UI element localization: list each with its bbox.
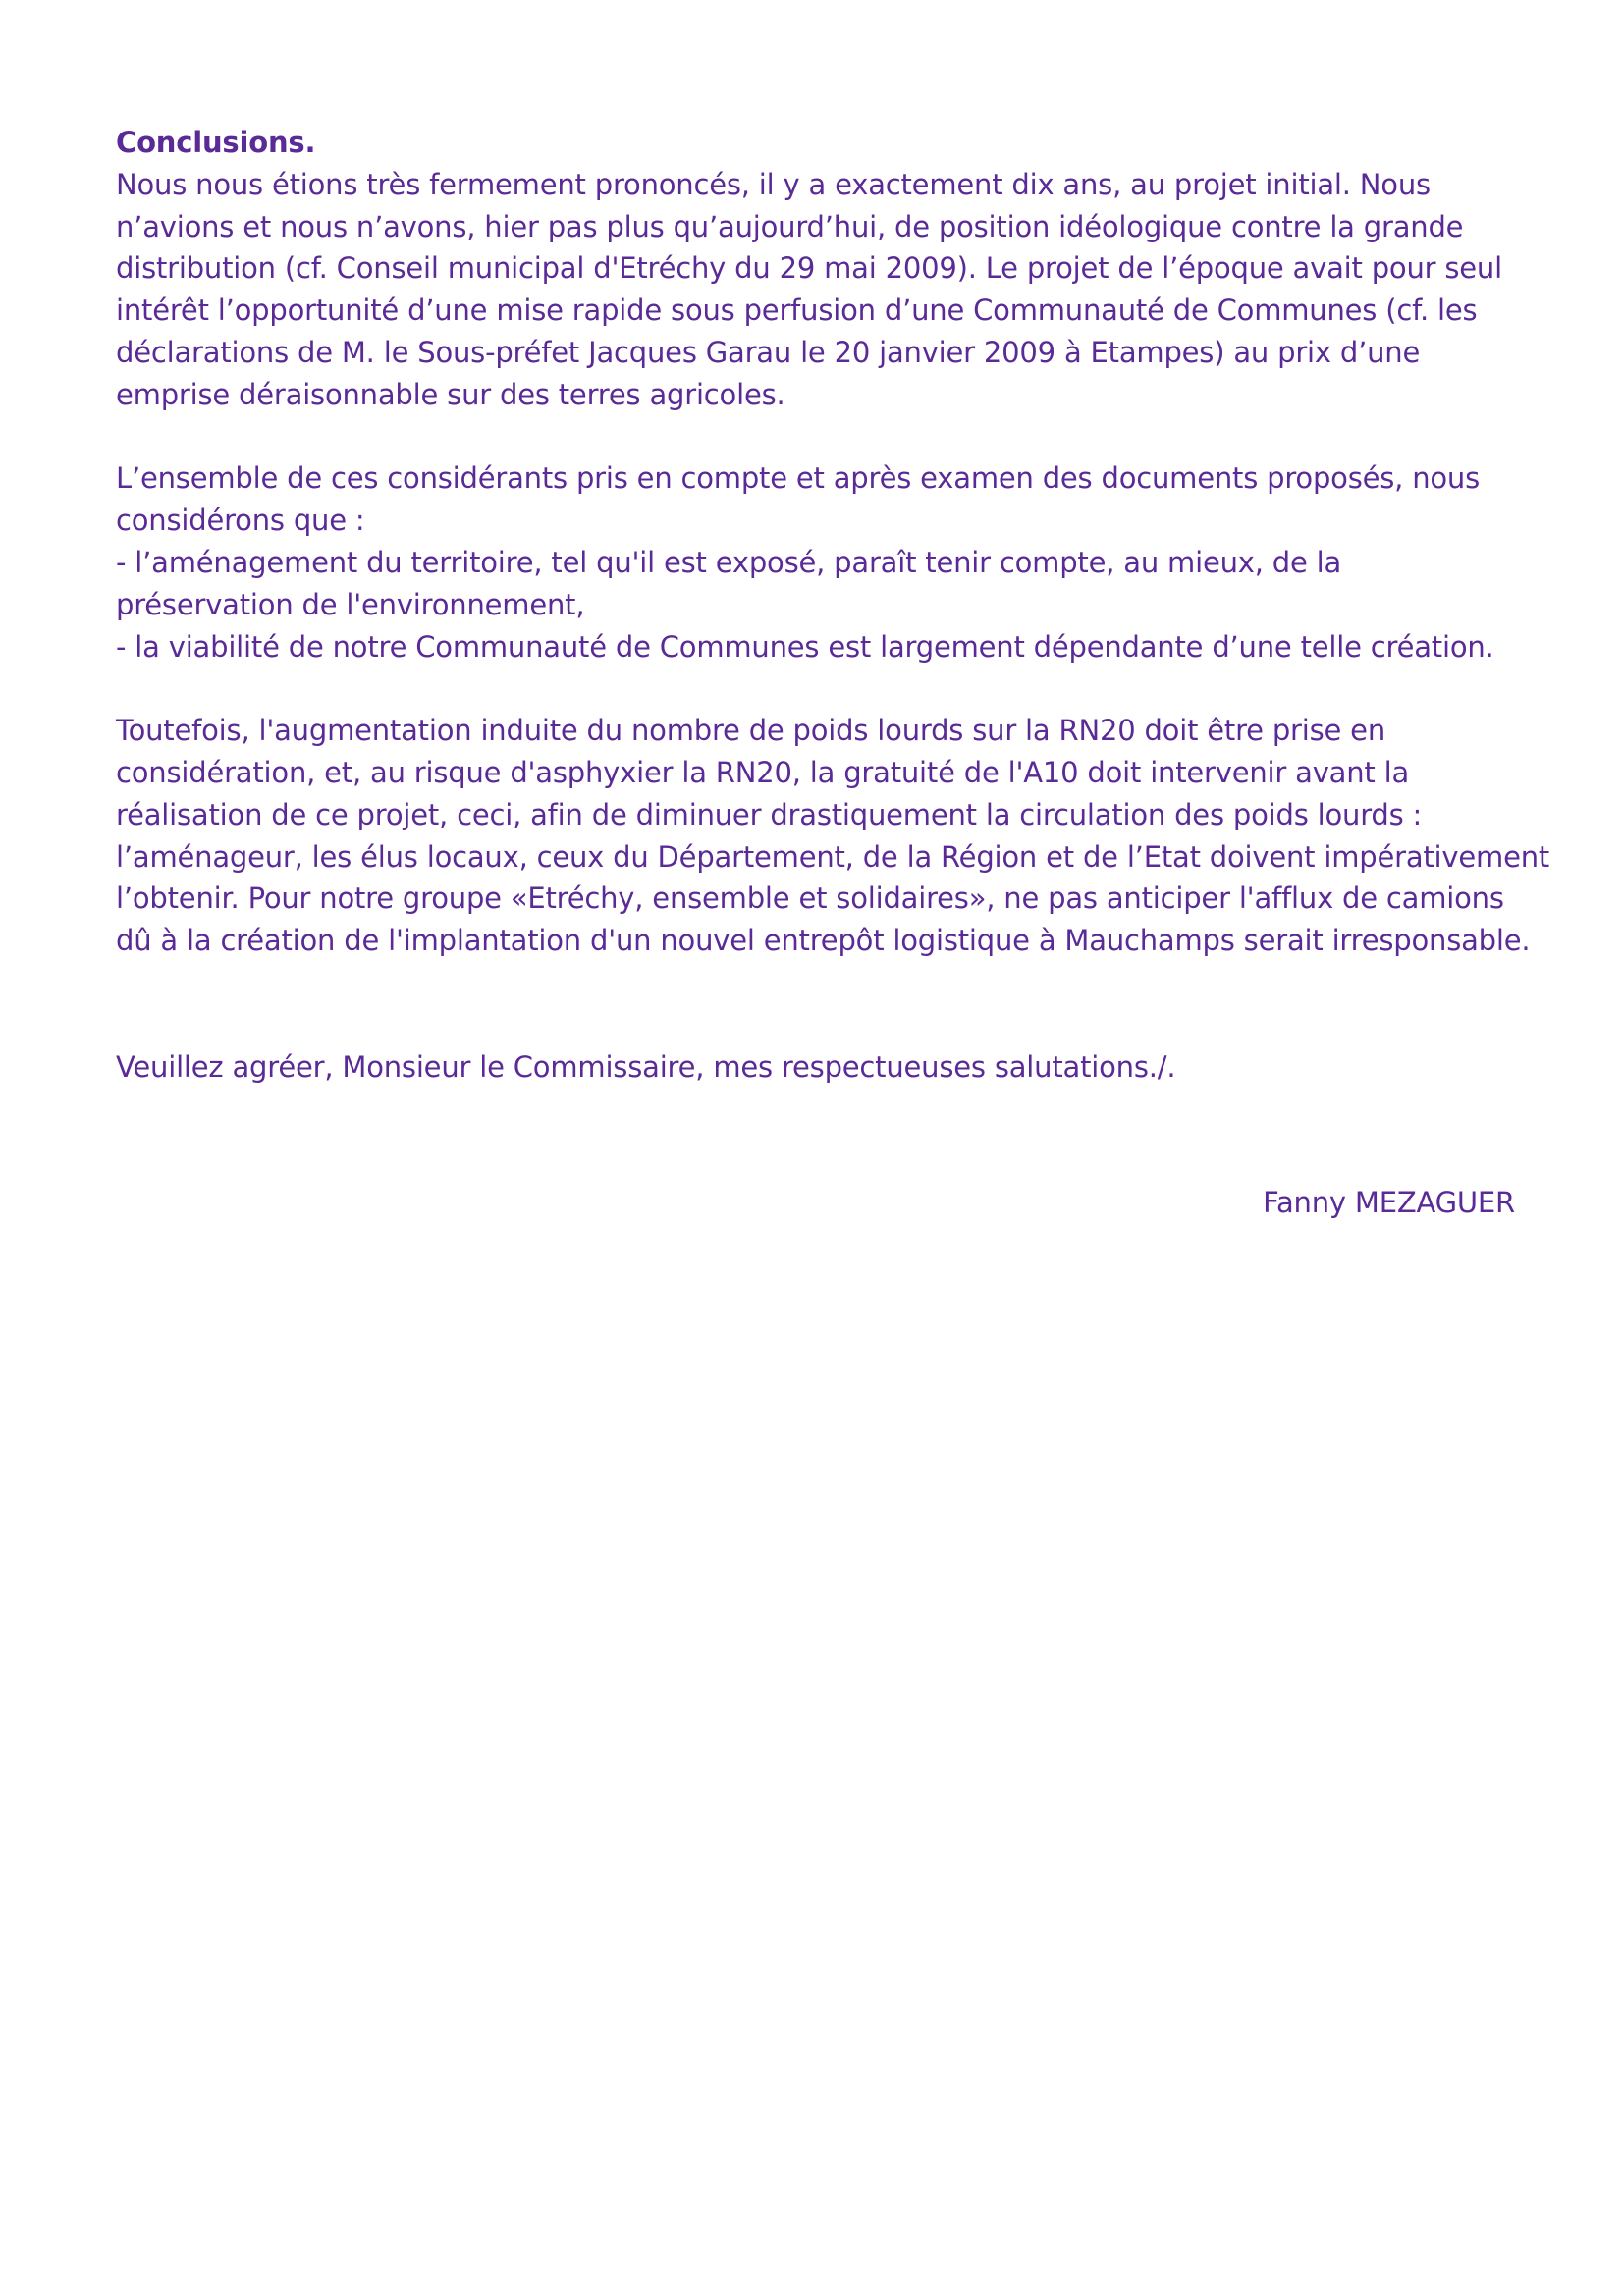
paragraph-line: L’ensemble de ces considérants pris en compte et après examen des documents proposés, nous xyxy=(116,461,1481,496)
paragraph-spacer xyxy=(116,962,1520,1004)
paragraph-line: - l’aménagement du territoire, tel qu'il est exposé, paraît tenir compte, au mieux, de la xyxy=(116,545,1342,579)
letter-body xyxy=(116,122,1550,1088)
closing-salutation: Veuillez agréer, Monsieur le Commissaire, mes respectueuses salutations./. xyxy=(116,1049,1176,1084)
paragraph-spacer xyxy=(116,416,1520,458)
paragraph-line: emprise déraisonnable sur des terres agricoles. xyxy=(116,377,785,411)
paragraph-line: distribution (cf. Conseil municipal d'Etréchy du 29 mai 2009). Le projet de l’époque avait pour seul xyxy=(116,251,1502,286)
paragraph-line: considération, et, au risque d'asphyxier la RN20, la gratuité de l'A10 doit intervenir avant la xyxy=(116,755,1410,789)
paragraph-line: n’avions et nous n’avons, hier pas plus qu’aujourd’hui, de position idéologique contre la grande xyxy=(116,209,1464,243)
paragraph-however xyxy=(116,710,1550,962)
paragraph-line: Toutefois, l'augmentation induite du nombre de poids lourds sur la RN20 doit être prise en xyxy=(116,714,1386,748)
paragraph-line: dû à la création de l'implantation d'un nouvel entrepôt logistique à Mauchamps serait irresponsable. xyxy=(116,924,1531,958)
paragraph-line: réalisation de ce projet, ceci, afin de diminuer drastiquement la circulation des poids lourds : xyxy=(116,797,1423,831)
paragraph-line: déclarations de M. le Sous-préfet Jacques Garau le 20 janvier 2009 à Etampes) au prix d’une xyxy=(116,335,1421,369)
paragraph-spacer xyxy=(116,667,1520,710)
paragraph-spacer xyxy=(116,1004,1520,1046)
paragraph-considerations xyxy=(116,457,1520,667)
signature-name: Fanny MEZAGUER xyxy=(1263,1186,1515,1219)
paragraph-line: considérons que : xyxy=(116,504,365,538)
conclusions-heading: Conclusions. xyxy=(116,126,316,159)
paragraph-line: l’aménageur, les élus locaux, ceux du Département, de la Région et de l’Etat doivent impérativement xyxy=(116,839,1550,874)
paragraph-line: l’obtenir. Pour notre groupe «Etréchy, ensemble et solidaires», ne pas anticiper l'afflux de camions xyxy=(116,881,1504,916)
paragraph-line: - la viabilité de notre Communauté de Communes est largement dépendante d’une telle création. xyxy=(116,629,1494,664)
paragraph-line: intérêt l’opportunité d’une mise rapide sous perfusion d’une Communauté de Communes (cf. les xyxy=(116,294,1478,328)
paragraph-line: préservation de l'environnement, xyxy=(116,587,585,621)
paragraph-line: Nous nous étions très fermement prononcés, il y a exactement dix ans, au projet initial. Nous xyxy=(116,167,1431,201)
paragraph-context xyxy=(116,164,1520,416)
